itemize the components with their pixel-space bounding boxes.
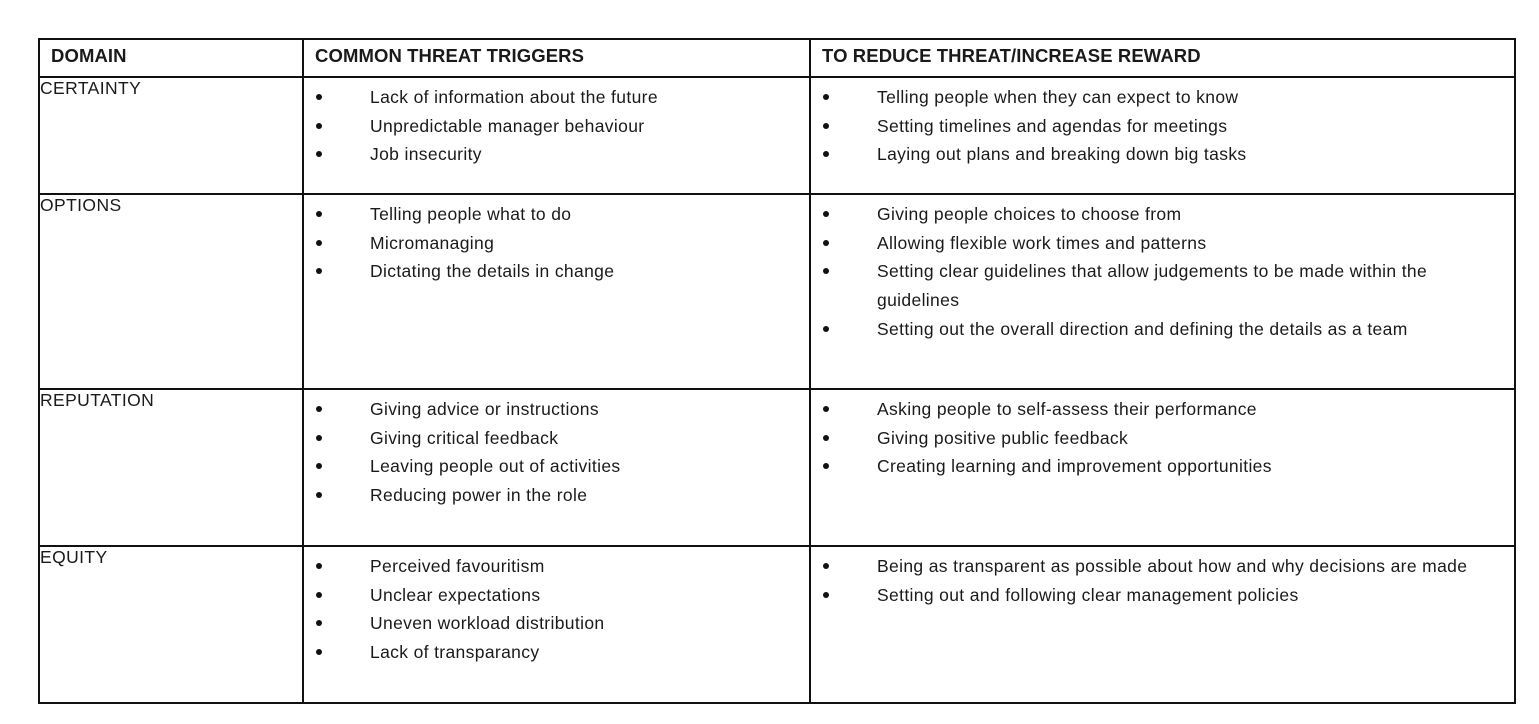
list-item — [304, 83, 791, 112]
domain-cell: EQUITY — [39, 546, 303, 703]
bullet-list — [811, 78, 1514, 169]
table-row — [39, 389, 1515, 546]
table-row — [39, 194, 1515, 389]
bullet-dot-icon — [823, 563, 829, 569]
list-item — [811, 452, 1496, 481]
reduce-threat-cell — [810, 389, 1515, 546]
list-item — [811, 83, 1496, 112]
list-item-text: Laying out plans and breaking down big tasks — [877, 144, 1247, 165]
bullet-dot-icon — [823, 151, 829, 157]
bullet-dot-icon — [823, 592, 829, 598]
list-item — [811, 581, 1496, 610]
bullet-dot-icon — [823, 94, 829, 100]
list-item — [811, 424, 1496, 453]
list-item-text: Dictating the details in change — [370, 261, 615, 282]
table-row — [39, 546, 1515, 703]
list-item-text: Creating learning and improvement opportunities — [877, 456, 1272, 477]
list-item — [304, 552, 791, 581]
bullet-list — [811, 390, 1514, 481]
list-item — [304, 229, 791, 258]
list-item — [304, 424, 791, 453]
list-item-text: Telling people what to do — [370, 204, 572, 224]
bullet-dot-icon — [316, 620, 322, 626]
domain-cell: REPUTATION — [39, 389, 303, 546]
bullet-dot-icon — [823, 435, 829, 441]
list-item — [811, 229, 1496, 258]
list-item-text: Setting out the overall direction and defining the details as a team — [877, 318, 1408, 339]
list-item — [304, 200, 791, 229]
threat-triggers-cell — [303, 389, 810, 546]
reduce-threat-cell — [810, 194, 1515, 389]
list-item — [811, 140, 1496, 169]
list-item-text: Uneven workload distribution — [370, 613, 605, 634]
domain-cell: CERTAINTY — [39, 77, 303, 194]
list-item — [304, 638, 791, 667]
reduce-threat-cell — [810, 546, 1515, 703]
bullet-list — [304, 195, 809, 286]
list-item-text: Unpredictable manager behaviour — [370, 115, 645, 136]
list-item — [811, 112, 1496, 141]
list-item — [304, 481, 791, 510]
list-item — [811, 200, 1496, 229]
bullet-dot-icon — [316, 94, 322, 100]
header-domain: DOMAIN — [39, 39, 303, 77]
list-item — [304, 452, 791, 481]
bullet-dot-icon — [316, 406, 322, 412]
bullet-dot-icon — [316, 563, 322, 569]
list-item-text: Setting out and following clear management policies — [877, 584, 1299, 605]
reduce-threat-cell — [810, 77, 1515, 194]
bullet-dot-icon — [316, 240, 322, 246]
list-item-text: Unclear expectations — [370, 584, 541, 605]
bullet-dot-icon — [316, 592, 322, 598]
bullet-dot-icon — [316, 151, 322, 157]
bullet-dot-icon — [823, 211, 829, 217]
table-row — [39, 77, 1515, 194]
list-item — [304, 257, 791, 286]
list-item-text: Giving critical feedback — [370, 427, 559, 448]
list-item-text: Telling people when they can expect to know — [877, 87, 1239, 107]
list-item — [811, 315, 1496, 344]
bullet-dot-icon — [823, 463, 829, 469]
bullet-dot-icon — [316, 268, 322, 274]
bullet-dot-icon — [316, 435, 322, 441]
bullet-dot-icon — [823, 240, 829, 246]
list-item — [304, 581, 791, 610]
bullet-dot-icon — [823, 268, 829, 274]
list-item-text: Setting clear guidelines that allow judgements to be made within the guidelines — [877, 261, 1428, 311]
list-item — [811, 257, 1496, 314]
list-item-text: Micromanaging — [370, 232, 495, 253]
list-item-text: Giving people choices to choose from — [877, 204, 1182, 224]
bullet-dot-icon — [316, 211, 322, 217]
list-item-text: Leaving people out of activities — [370, 456, 621, 477]
list-item-text: Job insecurity — [370, 144, 482, 165]
bullet-dot-icon — [823, 326, 829, 332]
list-item — [304, 609, 791, 638]
list-item — [811, 395, 1496, 424]
list-item-text: Being as transparent as possible about how and why decisions are made — [877, 556, 1468, 576]
header-row — [39, 39, 1515, 77]
domain-cell: OPTIONS — [39, 194, 303, 389]
bullet-dot-icon — [316, 123, 322, 129]
bullet-list — [811, 195, 1514, 344]
list-item-text: Giving advice or instructions — [370, 399, 599, 419]
list-item-text: Setting timelines and agendas for meetings — [877, 115, 1228, 136]
list-item-text: Reducing power in the role — [370, 485, 588, 506]
list-item — [304, 395, 791, 424]
list-item-text: Lack of information about the future — [370, 87, 658, 107]
bullet-list — [304, 547, 809, 667]
header-reduce-threat: TO REDUCE THREAT/INCREASE REWARD — [810, 39, 1515, 77]
list-item-text: Giving positive public feedback — [877, 427, 1129, 448]
bullet-dot-icon — [316, 492, 322, 498]
bullet-dot-icon — [316, 463, 322, 469]
threat-triggers-cell — [303, 194, 810, 389]
bullet-dot-icon — [823, 123, 829, 129]
bullet-list — [304, 78, 809, 169]
bullet-list — [811, 547, 1514, 609]
list-item-text: Lack of transparancy — [370, 642, 540, 663]
list-item — [304, 112, 791, 141]
list-item-text: Allowing flexible work times and patterns — [877, 232, 1207, 253]
list-item — [811, 552, 1496, 581]
header-threat-triggers: COMMON THREAT TRIGGERS — [303, 39, 810, 77]
threat-triggers-cell — [303, 546, 810, 703]
list-item — [304, 140, 791, 169]
threat-reward-table — [38, 38, 1516, 704]
bullet-dot-icon — [823, 406, 829, 412]
list-item-text: Perceived favouritism — [370, 556, 545, 576]
bullet-list — [304, 390, 809, 510]
bullet-dot-icon — [316, 649, 322, 655]
threat-triggers-cell — [303, 77, 810, 194]
list-item-text: Asking people to self-assess their performance — [877, 399, 1257, 419]
